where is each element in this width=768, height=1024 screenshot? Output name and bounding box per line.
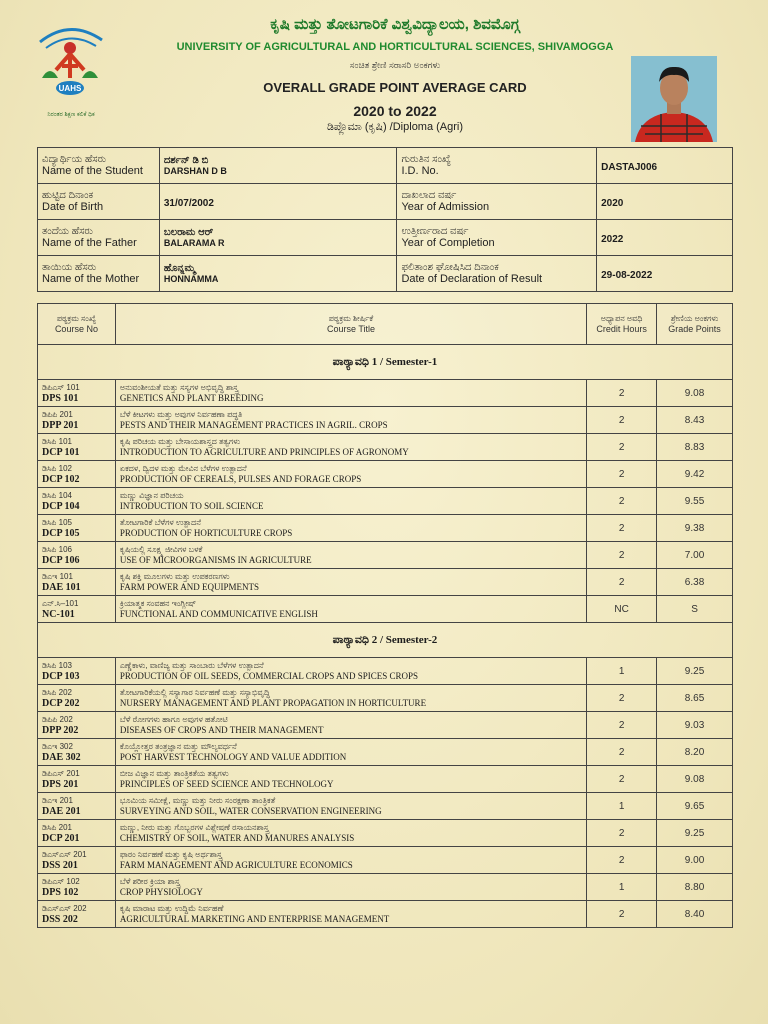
course-title [115,461,586,488]
mother-name-label: ತಾಯಿಯ ಹೆಸರು Name of the Mother [38,256,160,292]
course-row [38,874,733,901]
grade-points: 8.65 [657,685,733,712]
semester-heading-row [38,623,733,658]
grade-points: 9.08 [657,766,733,793]
student-photo [631,56,717,142]
course-row [38,739,733,766]
dob-label: ಹುಟ್ಟಿದ ದಿನಾಂಕ Date of Birth [38,184,160,220]
course-no-text: DPP 201 [42,419,79,431]
id-label: ಗುರುತಿನ ಸಂಖ್ಯೆ I.D. No. [397,148,597,184]
credit-hours: 2 [587,847,657,874]
university-logo [32,22,108,102]
diploma-name: ಡಿಪ್ಲೊಮಾ (ಕೃಷಿ) /Diploma (Agri) [326,121,464,133]
id-value: DASTAJ006 [597,148,733,184]
course-no-header: ಪಠ್ಯಕ್ರಮ ಸಂಖ್ಯೆ Course No [38,304,116,345]
completion-year-value: 2022 [597,220,733,256]
course-no-text: DCP 104 [42,500,80,512]
course-no-text: DSS 202 [42,913,78,925]
admission-year-label: ದಾಖಲಾದ ವರ್ಷ Year of Admission [397,184,597,220]
course-no-text: DCP 102 [42,473,80,485]
dob-value: 31/07/2002 [159,184,397,220]
course-row [38,488,733,515]
course-no [38,658,116,685]
credit-hours: 2 [587,542,657,569]
course-row [38,542,733,569]
credit-hours: 2 [587,515,657,542]
credit-hours: 1 [587,874,657,901]
courses-table [37,303,733,928]
course-title-text: PRODUCTION OF CEREALS, PULSES AND FORAGE CROPS [119,474,362,484]
course-title [115,685,586,712]
student-info-table [37,147,733,292]
course-title-kannada: ಬೆಳೆ ಕೀಟಗಳು ಮತ್ತು ಅವುಗಳ ನಿರ್ವಹಣಾ ಪದ್ಧತಿ [119,410,243,419]
course-title [115,874,586,901]
semester-heading-row [38,345,733,380]
course-no-kannada: ಡಿಸಿಪಿ 201 [42,822,72,832]
grade-points: 8.83 [657,434,733,461]
course-title-kannada: ಕೊಯ್ಲೋತ್ತರ ತಂತ್ರಜ್ಞಾನ ಮತ್ತು ಮೌಲ್ಯವರ್ಧನೆ [119,742,237,751]
course-row [38,712,733,739]
course-title [115,515,586,542]
course-no-kannada: ಡಿಎಸ್ಎಸ್ 201 [42,849,87,859]
course-no-kannada: ಎನ್.ಸಿ–101 [42,598,79,608]
course-no-kannada: ಡಿಎಸ್ಎಸ್ 202 [42,903,87,913]
course-no [38,596,116,623]
grade-points: 8.20 [657,739,733,766]
course-title [115,658,586,685]
course-no-kannada: ಡಿಎಇ 302 [42,741,73,751]
course-no-text: NC-101 [42,608,75,620]
credit-hours: 2 [587,901,657,928]
credit-hours: 2 [587,488,657,515]
course-no-kannada: ಡಿಪಿಎಸ್ 101 [42,382,80,392]
course-no [38,847,116,874]
course-no-kannada: ಡಿಸಿಪಿ 103 [42,660,72,670]
credit-hours: 2 [587,569,657,596]
course-row [38,901,733,928]
course-no-text: DSS 201 [42,859,78,871]
course-no [38,874,116,901]
semester-heading: ಪಾಠ್ಯಾವಧಿ 1 / Semester-1 [38,345,733,380]
course-no [38,766,116,793]
course-title-text: POST HARVEST TECHNOLOGY AND VALUE ADDITION [119,752,347,762]
course-no [38,569,116,596]
course-title [115,820,586,847]
student-name-label: ವಿದ್ಯಾರ್ಥಿಯ ಹೆಸರು Name of the Student [38,148,160,184]
course-row [38,569,733,596]
course-title-text: DISEASES OF CROPS AND THEIR MANAGEMENT [119,725,324,735]
completion-year-label: ಉತ್ತೀರ್ಣರಾದ ವರ್ಷ Year of Completion [397,220,597,256]
course-no-text: DCP 103 [42,670,80,682]
course-row [38,515,733,542]
course-title-text: PESTS AND THEIR MANAGEMENT PRACTICES IN AGRIL. CROPS [119,420,388,430]
course-no [38,461,116,488]
course-no [38,901,116,928]
course-no-text: DCP 106 [42,554,80,566]
course-title [115,380,586,407]
course-title [115,488,586,515]
card-title-kannada: ಸಂಚಿತ ಶ್ರೇಣಿ ಸರಾಸರಿ ಅಂಕಗಳು [349,60,441,70]
course-no-kannada: ಡಿಪಿಪಿ 202 [42,714,73,724]
course-no [38,739,116,766]
credit-hours: 2 [587,461,657,488]
course-title-kannada: ತೋಟಗಾರಿಕೆಯಲ್ಲಿ ಸಸ್ಯಾಗಾರ ನಿರ್ವಹಣೆ ಮತ್ತು ಸಸ್ಯಾಭಿವೃದ್ಧಿ [119,688,270,697]
course-no-text: DCP 105 [42,527,80,539]
course-title [115,901,586,928]
course-title [115,542,586,569]
course-title-text: PRODUCTION OF OIL SEEDS, COMMERCIAL CROPS AND SPICES CROPS [119,671,419,681]
course-no [38,515,116,542]
course-no-text: DCP 201 [42,832,80,844]
credit-hours: 2 [587,739,657,766]
course-title [115,434,586,461]
course-no-kannada: ಡಿಸಿಪಿ 104 [42,490,72,500]
course-title-text: INTRODUCTION TO SOIL SCIENCE [119,501,264,511]
course-title-text: FARM MANAGEMENT AND AGRICULTURE ECONOMICS [119,860,353,870]
credit-hours: 2 [587,766,657,793]
course-no [38,488,116,515]
course-no-kannada: ಡಿಸಿಪಿ 202 [42,687,72,697]
course-no-kannada: ಡಿಎಇ 201 [42,795,73,805]
credit-hours: 2 [587,712,657,739]
course-title-text: FUNCTIONAL AND COMMUNICATIVE ENGLISH [119,609,318,619]
semester-heading: ಪಾಠ್ಯಾವಧಿ 2 / Semester-2 [38,623,733,658]
grade-points: 8.80 [657,874,733,901]
course-title [115,569,586,596]
credit-hours: 1 [587,658,657,685]
credit-hours: 2 [587,407,657,434]
course-row [38,766,733,793]
course-no [38,820,116,847]
credit-hours: NC [587,596,657,623]
course-no-text: DAE 101 [42,581,81,593]
credit-hours: 2 [587,685,657,712]
grade-points: 9.25 [657,820,733,847]
course-title-text: SURVEYING AND SOIL, WATER CONSERVATION ENGINEERING [119,806,382,816]
grade-points: 6.38 [657,569,733,596]
course-no-text: DPS 201 [42,778,79,790]
course-no-text: DCP 101 [42,446,80,458]
course-no-text: DPP 202 [42,724,79,736]
credit-hours-header: ಅಧ್ಯಾಪನ ಅವಧಿ Credit Hours [587,304,657,345]
course-title-kannada: ಭೂಮಿಯ ಸಮೀಕ್ಷೆ, ಮಣ್ಣು ಮತ್ತು ನೀರು ಸಂರಕ್ಷಣಾ ತಾಂತ್ರಿಕತೆ [119,796,276,805]
course-title-kannada: ಬೀಜ ವಿಜ್ಞಾನ ಮತ್ತು ತಾಂತ್ರಿಕತೆಯ ತತ್ವಗಳು [119,769,229,778]
course-row [38,658,733,685]
credit-hours: 2 [587,380,657,407]
course-no [38,407,116,434]
course-no-kannada: ಡಿಪಿಎಸ್ 201 [42,768,80,778]
course-row [38,407,733,434]
course-no-kannada: ಡಿಸಿಪಿ 105 [42,517,72,527]
course-title-kannada: ಮಣ್ಣು, ನೀರು ಮತ್ತು ಗೊಬ್ಬರಗಳ ವಿಶ್ಲೇಷಣೆ ರಸಾಯನಶಾಸ್ತ್ರ [119,823,269,832]
course-no-text: DPS 102 [42,886,79,898]
mother-name-value: ಹೊನ್ನಮ್ಮ HONNAMMA [159,256,397,292]
course-title-kannada: ಕ್ರಿಯಾತ್ಮಕ ಸಂವಹನ ಇಂಗ್ಲೀಷ್ [119,599,197,608]
courses-header-row [38,304,733,345]
course-title-text: INTRODUCTION TO AGRICULTURE AND PRINCIPLES OF AGRONOMY [119,447,409,457]
course-row [38,596,733,623]
course-title-kannada: ಅನುವಂಶೀಯತೆ ಮತ್ತು ಸಸ್ಯಗಳ ಅಭಿವೃದ್ಧಿ ಶಾಸ್ತ್ರ [119,383,239,392]
course-title [115,766,586,793]
grade-points: 9.25 [657,658,733,685]
course-title [115,793,586,820]
academic-years: 2020 to 2022 [353,103,437,119]
course-title-text: CROP PHYSIOLOGY [119,887,203,897]
credit-hours: 1 [587,793,657,820]
course-no [38,712,116,739]
course-no [38,380,116,407]
course-no-text: DPS 101 [42,392,79,404]
grade-points: 8.40 [657,901,733,928]
course-title-kannada: ಏಕದಳ, ದ್ವಿದಳ ಮತ್ತು ಮೇವಿನ ಬೆಳೆಗಳ ಉತ್ಪಾದನೆ [119,464,247,473]
course-title [115,847,586,874]
declaration-date-value: 29-08-2022 [597,256,733,292]
course-title-kannada: ಕೃಷಿ ಶಕ್ತಿ ಮೂಲಗಳು ಮತ್ತು ಉಪಕರಣಗಳು [119,572,230,581]
course-title-kannada: ಮಣ್ಣು ವಿಜ್ಞಾನ ಪರಿಚಯ [119,491,184,500]
course-title [115,739,586,766]
course-no-kannada: ಡಿಸಿಪಿ 106 [42,544,72,554]
course-no-kannada: ಡಿಸಿಪಿ 102 [42,463,72,473]
logo-text: UAHS [58,84,82,93]
course-title-kannada: ಫಾರಂ ನಿರ್ವಹಣೆ ಮತ್ತು ಕೃಷಿ ಅರ್ಥಶಾಸ್ತ್ರ [119,850,223,859]
course-title-kannada: ಬೆಳೆ ರೋಗಗಳು ಹಾಗೂ ಅವುಗಳ ಹತೋಟಿ [119,715,228,724]
course-title-text: CHEMISTRY OF SOIL, WATER AND MANURES ANALYSIS [119,833,355,843]
father-name-value: ಬಲರಾಮ ಆರ್ BALARAMA R [159,220,397,256]
course-title-text: GENETICS AND PLANT BREEDING [119,393,264,403]
course-no-kannada: ಡಿಪಿಎಸ್ 102 [42,876,80,886]
course-no-text: DAE 302 [42,751,81,763]
course-title-kannada: ಕೃಷಿ ಪರಿಚಯ ಮತ್ತು ಬೇಸಾಯಶಾಸ್ತ್ರದ ತತ್ವಗಳು [119,437,241,446]
course-row [38,461,733,488]
grade-points: 9.42 [657,461,733,488]
grade-points: 9.00 [657,847,733,874]
course-row [38,685,733,712]
credit-hours: 2 [587,434,657,461]
grade-points: 7.00 [657,542,733,569]
course-title-text: FARM POWER AND EQUIPMENTS [119,582,260,592]
course-row [38,847,733,874]
course-title-kannada: ಕೃಷಿಯಲ್ಲಿ ಸೂಕ್ಷ್ಮ ಜೀವಿಗಳ ಬಳಕೆ [119,545,203,554]
course-row [38,793,733,820]
course-no [38,434,116,461]
course-no [38,685,116,712]
credit-hours: 2 [587,820,657,847]
course-no-kannada: ಡಿಸಿಪಿ 101 [42,436,72,446]
course-title-kannada: ತೋಟಗಾರಿಕೆ ಬೆಳೆಗಳ ಉತ್ಪಾದನೆ [119,518,201,527]
course-no [38,793,116,820]
course-title-text: USE OF MICROORGANISMS IN AGRICULTURE [119,555,312,565]
student-name-value: ದರ್ಶನ್ ಡಿ ಬಿ DARSHAN D B [159,148,397,184]
course-title-kannada: ಕೃಷಿ ಮಾರಾಟ ಮತ್ತು ಉದ್ದಿಮೆ ನಿರ್ವಹಣೆ [119,904,224,913]
course-no-text: DCP 202 [42,697,80,709]
course-row [38,434,733,461]
course-title-kannada: ಎಣ್ಣೆಕಾಳು, ವಾಣಿಜ್ಯ ಮತ್ತು ಸಾಂಬಾರು ಬೆಳೆಗಳ ಉತ್ಪಾದನೆ [119,661,264,670]
grade-points-header: ಶ್ರೇಣಿಯ ಅಂಕಗಳು Grade Points [657,304,733,345]
course-title [115,407,586,434]
course-title [115,712,586,739]
grade-points: 9.08 [657,380,733,407]
grade-points: 9.03 [657,712,733,739]
course-title-kannada: ಬೆಳೆ ಶರೀರ ಕ್ರಿಯಾ ಶಾಸ್ತ್ರ [119,877,181,886]
course-no-text: DAE 201 [42,805,81,817]
course-title [115,596,586,623]
university-name-kannada: ಕೃಷಿ ಮತ್ತು ತೋಟಗಾರಿಕೆ ವಿಶ್ವವಿದ್ಯಾಲಯ, ಶಿವಮೊಗ್ಗ [270,16,520,33]
course-title-text: AGRICULTURAL MARKETING AND ENTERPRISE MANAGEMENT [119,914,390,924]
course-title-header: ಪಠ್ಯಕ್ರಮ ಶೀರ್ಷಿಕೆ Course Title [115,304,586,345]
grade-points: 9.65 [657,793,733,820]
card-title: OVERALL GRADE POINT AVERAGE CARD [263,80,527,95]
declaration-date-label: ಫಲಿತಾಂಶ ಘೋಷಿಸಿದ ದಿನಾಂಕ Date of Declaration of Result [397,256,597,292]
grade-points: S [657,596,733,623]
course-title-text: PRINCIPLES OF SEED SCIENCE AND TECHNOLOGY [119,779,334,789]
course-row [38,380,733,407]
university-name: UNIVERSITY OF AGRICULTURAL AND HORTICULTURAL SCIENCES, SHIVAMOGGA [176,41,614,53]
course-title-text: PRODUCTION OF HORTICULTURE CROPS [119,528,293,538]
course-row [38,820,733,847]
course-no-kannada: ಡಿಪಿಪಿ 201 [42,409,73,419]
course-title-text: NURSERY MANAGEMENT AND PLANT PROPAGATION IN HORTICULTURE [119,698,427,708]
logo-caption: ನಿರಂತರ ಶಿಕ್ಷಣ ಕಲಿಕೆ ಧಿಕ [47,112,95,118]
grade-points: 8.43 [657,407,733,434]
course-no-kannada: ಡಿಎಇ 101 [42,571,73,581]
grade-points: 9.55 [657,488,733,515]
grade-points: 9.38 [657,515,733,542]
father-name-label: ತಂದೆಯ ಹೆಸರು Name of the Father [38,220,160,256]
admission-year-value: 2020 [597,184,733,220]
course-no [38,542,116,569]
